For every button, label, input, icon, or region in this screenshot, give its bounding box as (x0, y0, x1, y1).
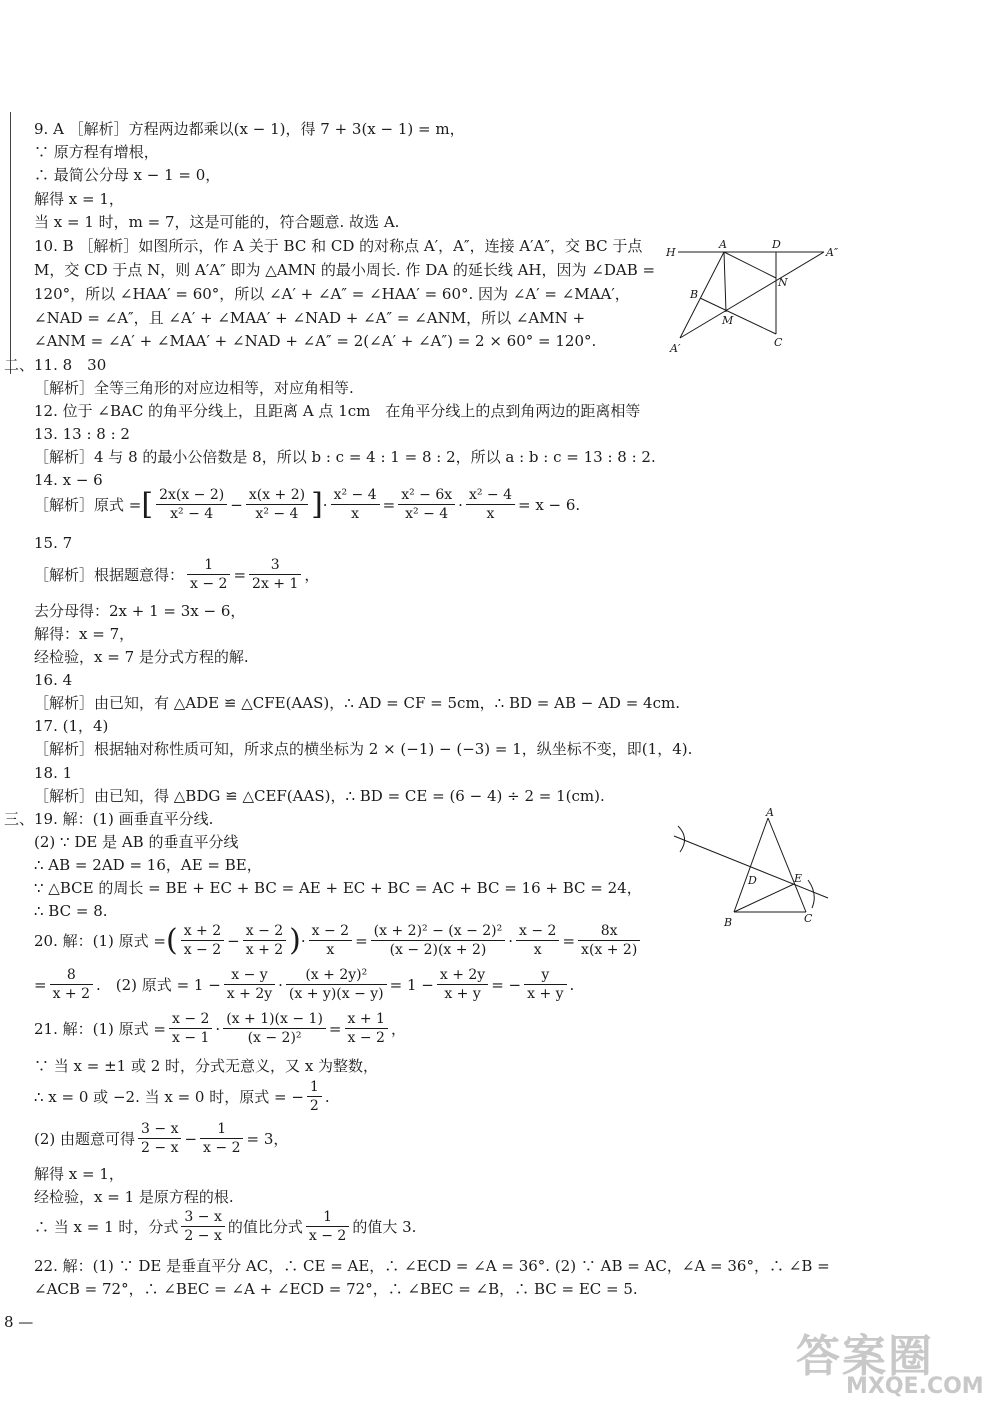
q14-f5-den: x (486, 506, 495, 522)
q14-formula (34, 486, 580, 523)
q14-frac-1 (156, 486, 227, 523)
q21-k1b-den: 2 − x (184, 1228, 222, 1244)
q13-line-2: ［解析］4 与 8 的最小公倍数是 8，所以 b : c = 4 : 1 = 8 : 2，所以 a : b : c = 13 : 8 : 2. (34, 448, 656, 466)
q21-k1b-num: 3 − x (181, 1208, 224, 1227)
q20-frac-g3 (286, 966, 387, 1003)
q22-line-2: ∠ACB = 72°，∴ ∠BEC = ∠A + ∠ECD = 72°，∴ ∠BEC = ∠B，∴ BC = EC = 5. (34, 1280, 638, 1298)
q20-minus: − (227, 931, 240, 950)
q15-eq: = (233, 565, 247, 584)
q20-f6-den: x(x + 2) (581, 942, 638, 958)
q21-pre: 21. 解：(1) 原式 = (34, 1020, 166, 1038)
q11-line-2: ［解析］全等三角形的对应边相等，对应角相等. (34, 379, 354, 397)
q21-f3-den: x − 2 (347, 1030, 385, 1046)
q9-line-4: 解得 x = 1， (34, 190, 124, 208)
q20-f3-num: x − 2 (309, 922, 352, 941)
q21-k2-num: 1 (200, 1120, 243, 1139)
fig19-label-e: E (794, 872, 803, 885)
q20-l2-dot: · (278, 975, 283, 994)
fig10-label-n: N (778, 276, 788, 289)
q21-h1-num: 1 (307, 1078, 322, 1097)
q19-line-2: (2) ∵ DE 是 AB 的垂直平分线 (34, 833, 239, 851)
q10-line-1: 10. B ［解析］如图所示，作 A 关于 BC 和 CD 的对称点 A′，A″，连接 A′A″，交 BC 于点 (34, 237, 643, 255)
fig10-line-a-m (724, 252, 726, 312)
q15-formula (34, 556, 319, 593)
q14-dot-1: · (322, 495, 328, 514)
q14-f5-num: x² − 4 (466, 486, 515, 505)
q15-line-2: 解得：x = 7， (34, 625, 135, 643)
q9-line-5: 当 x = 1 时，m = 7，这是可能的，符合题意. 故选 A. (34, 213, 400, 231)
q20-formula-2 (34, 966, 574, 1003)
q13-line-1: 13. 13 : 8 : 2 (34, 425, 130, 443)
fig19-label-a: A (766, 806, 774, 819)
q14-eq: = (382, 495, 396, 514)
q20-frac-g4 (437, 966, 488, 1003)
q14-frac-4 (398, 486, 455, 523)
q14-f3-den: x (351, 506, 360, 522)
q21-f2-num: (x + 1)(x − 1) (223, 1010, 326, 1029)
q20-formula-1 (34, 922, 643, 959)
q15-tail: ， (304, 566, 320, 584)
q21-f1-den: x − 1 (171, 1030, 210, 1046)
q19-line-1: 19. 解：(1) 画垂直平分线. (34, 810, 214, 828)
q14-pre: ［解析］原式 = (34, 496, 142, 514)
q20-g4-num: x + 2y (437, 966, 488, 985)
fig19-arc-2 (808, 880, 814, 908)
q20-l2-eq: = (34, 975, 47, 994)
q15-frac-1 (187, 556, 230, 593)
q20-f5-den: x (533, 942, 542, 958)
q21-line-5: 解得 x = 1， (34, 1165, 124, 1183)
q21-line-6: 经检验，x = 1 是原方程的根. (34, 1188, 234, 1206)
q20-l2-eq2: = 1 − (389, 975, 434, 994)
q21-frac-h1 (307, 1078, 322, 1115)
q21-frac-2 (223, 1010, 326, 1047)
q15-line-3: 经检验，x = 7 是分式方程的解. (34, 648, 249, 666)
q14-tail: = x − 6. (517, 495, 581, 514)
q21-h1-den: 2 (309, 1098, 319, 1114)
fig10-label-a2: A″ (826, 246, 839, 259)
q21-k2b-den: x − 2 (308, 1228, 347, 1244)
q14-f2-num: x(x + 2) (246, 486, 308, 505)
q20-frac-1 (181, 922, 224, 959)
section-2-marker: 二、 (4, 356, 35, 374)
q20-g2-num: x − y (224, 966, 275, 985)
q21-dot: · (215, 1019, 221, 1038)
fig10-label-a1: A′ (670, 342, 681, 355)
q21-formula-7 (34, 1208, 416, 1245)
fig19-side-ac (768, 818, 806, 912)
q20-frac-g5 (524, 966, 566, 1003)
q21-f1-num: x − 2 (169, 1010, 212, 1029)
q21-k1-den: 2 − x (141, 1140, 179, 1156)
q14-f1-num: 2x(x − 2) (156, 486, 227, 505)
q20-g3-num: (x + 2y)² (286, 966, 387, 985)
q20-frac-g1 (50, 966, 93, 1003)
q10-line-2: M，交 CD 于点 N，则 A′A″ 即为 △AMN 的最小周长. 作 DA 的延长线 AH，因为 ∠DAB = (34, 261, 656, 279)
q14-frac-3 (331, 486, 380, 523)
q20-left-paren: ( (165, 922, 178, 958)
q20-f5-num: x − 2 (516, 922, 559, 941)
q21-frac-k2-b (306, 1208, 349, 1245)
q20-frac-6 (578, 922, 640, 959)
q21-line7-pre: ∴ 当 x = 1 时，分式 (34, 1218, 179, 1236)
q21-comma: ， (390, 1020, 406, 1038)
q20-dot-1: · (300, 931, 306, 950)
fig10-line-a-n (724, 252, 776, 278)
q20-f2-num: x − 2 (243, 922, 286, 941)
q20-f4-den: (x − 2)(x + 2) (389, 942, 487, 958)
q20-g5-num: y (524, 966, 566, 985)
q20-g1-num: 8 (50, 966, 93, 985)
q20-f4-num: (x + 2)² − (x − 2)² (371, 922, 506, 941)
q9-line-3: ∴ 最简公分母 x − 1 = 0， (34, 166, 221, 184)
q14-f2-den: x² − 4 (255, 506, 299, 522)
q21-k2-den: x − 2 (203, 1140, 241, 1156)
q10-figure (664, 238, 844, 362)
q21-frac-k2 (200, 1120, 243, 1157)
q20-f1-num: x + 2 (181, 922, 224, 941)
watermark-url: MXQE.COM (846, 1374, 984, 1399)
q22-line-1: 22. 解：(1) ∵ DE 是垂直平分 AC，∴ CE = AE，∴ ∠ECD = ∠A = 36°. (2) ∵ AB = AC，∠A = 36°，∴ ∠B = (34, 1257, 830, 1275)
fig19-side-ab (734, 818, 768, 912)
q20-right-paren: ) (289, 922, 301, 958)
q15-f1-num: 1 (187, 556, 230, 575)
q20-frac-4 (371, 922, 506, 959)
fig19-label-d: D (748, 874, 757, 887)
q14-f3-num: x² − 4 (331, 486, 380, 505)
q20-f1-den: x − 2 (183, 942, 222, 958)
q14-frac-5 (466, 486, 515, 523)
q20-frac-3 (309, 922, 352, 959)
q20-g1-den: x + 2 (52, 986, 91, 1002)
q15-f2-num: 3 (249, 556, 301, 575)
q11-line-1: 11. 8 30 (34, 356, 107, 374)
q21-frac-k1-b (181, 1208, 224, 1245)
q21-line4-pre: (2) 由题意可得 (34, 1130, 136, 1148)
q16-line-1: 16. 4 (34, 671, 73, 689)
q19-figure (668, 808, 840, 932)
watermark-logo-text: 答案圈 (796, 1331, 934, 1382)
q14-left-bracket: [ (141, 486, 154, 522)
q14-frac-2 (246, 486, 308, 523)
q20-l2-mid: . (2) 原式 = 1 − (96, 976, 221, 994)
q10-line-3: 120°，所以 ∠HAA′ = 60°，所以 ∠A′ + ∠A″ = ∠HAA′ = 60°. 因为 ∠A′ = ∠MAA′， (34, 285, 630, 303)
fig10-label-m: M (722, 314, 734, 327)
fig10-label-d: D (772, 238, 781, 251)
q20-f2-den: x + 2 (245, 942, 284, 958)
fig10-label-b: B (690, 288, 699, 301)
fig19-label-b: B (724, 916, 733, 929)
q18-line-1: 18. 1 (34, 764, 73, 782)
q16-line-2: ［解析］由已知，有 △ADE ≌ △CFE(AAS)，∴ AD = CF = 5cm，∴ BD = AB − AD = 4cm. (34, 694, 680, 712)
q21-k2b-num: 1 (306, 1208, 349, 1227)
q19-line-4: ∵ △BCE 的周长 = BE + EC + BC = AE + EC + BC = AC + BC = 16 + BC = 24， (34, 879, 642, 897)
q15-line-1: 去分母得：2x + 1 = 3x − 6， (34, 602, 246, 620)
q21-k1-num: 3 − x (138, 1120, 181, 1139)
section-3-marker: 三、 (4, 810, 35, 828)
q14-dot-2: · (458, 495, 463, 514)
q15-f1-den: x − 2 (190, 576, 228, 592)
watermark (776, 1318, 986, 1404)
q21-line4-minus: − (184, 1129, 198, 1148)
q15-head: 15. 7 (34, 534, 73, 552)
q15-frac-2 (249, 556, 301, 593)
q18-line-2: ［解析］由已知，得 △BDG ≌ △CEF(AAS)，∴ BD = CE = (6 − 4) ÷ 2 = 1(cm). (34, 787, 605, 805)
q20-dot-2: · (508, 931, 514, 950)
q21-formula-4 (34, 1120, 288, 1157)
q20-f6-num: 8x (578, 922, 640, 941)
fig10-label-a: A (719, 238, 727, 251)
q15-pre: ［解析］根据题意得： (34, 566, 185, 584)
q21-line7-mid: 的值比分式 (227, 1218, 303, 1236)
q17-line-1: 17. (1，4) (34, 717, 109, 735)
q19-line-3: ∴ AB = 2AD = 16，AE = BE， (34, 856, 262, 874)
q15-f2-den: 2x + 1 (252, 576, 299, 592)
q20-frac-2 (243, 922, 286, 959)
q21-eq: = (328, 1019, 342, 1038)
q14-head: 14. x − 6 (34, 471, 103, 489)
q14-minus: − (230, 495, 243, 514)
fig19-label-c: C (804, 912, 813, 925)
q20-g5-den: x + y (527, 986, 564, 1002)
q21-formula-3 (34, 1078, 330, 1115)
q21-frac-3 (345, 1010, 388, 1047)
margin-rule (10, 112, 11, 374)
q12-line: 12. 位于 ∠BAC 的角平分线上，且距离 A 点 1cm 在角平分线上的点到角两边的距离相等 (34, 402, 641, 420)
q17-line-2: ［解析］根据轴对称性质可知，所求点的横坐标为 2 × (−1) − (−3) = 1，纵坐标不变，即(1，4). (34, 740, 693, 758)
q21-line3-end: . (324, 1087, 330, 1106)
q20-eq-1: = (355, 931, 368, 950)
q9-line-1: 9. A ［解析］方程两边都乘以(x − 1)，得 7 + 3(x − 1) = m， (34, 120, 465, 138)
fig19-bisector (674, 836, 828, 898)
q19-line-5: ∴ BC = 8. (34, 902, 108, 920)
q21-line3-pre: ∴ x = 0 或 −2. 当 x = 0 时，原式 = − (34, 1088, 304, 1106)
q20-g2-den: x + 2y (226, 986, 273, 1002)
q21-frac-k1 (138, 1120, 181, 1157)
q21-line-2: ∵ 当 x = ±1 或 2 时，分式无意义，又 x 为整数， (34, 1057, 379, 1075)
q20-l2-eq3: = − (491, 975, 522, 994)
q9-line-2: ∵ 原方程有增根， (34, 143, 159, 161)
q14-f1-den: x² − 4 (170, 506, 214, 522)
fig10-label-h: H (666, 246, 676, 259)
q21-f2-den: (x − 2)² (247, 1030, 302, 1046)
q20-g4-den: x + y (444, 986, 481, 1002)
q20-frac-5 (516, 922, 559, 959)
q20-pre: 20. 解：(1) 原式 = (34, 932, 166, 950)
q21-f3-num: x + 1 (345, 1010, 388, 1029)
q14-right-bracket: ] (311, 486, 323, 522)
q20-g3-den: (x + y)(x − y) (288, 986, 384, 1002)
q10-line-5: ∠ANM = ∠A′ + ∠MAA′ + ∠NAD + ∠A″ = 2(∠A′ + ∠A″) = 2 × 60° = 120°. (34, 332, 597, 350)
page-number: 8 — (4, 1313, 34, 1331)
q20-f3-den: x (326, 942, 335, 958)
q14-f4-den: x² − 4 (405, 506, 449, 522)
q21-frac-1 (169, 1010, 212, 1047)
q21-line4-tail: = 3， (246, 1130, 289, 1148)
q21-line7-tail: 的值大 3. (352, 1218, 417, 1236)
q20-frac-g2 (224, 966, 275, 1003)
q21-formula-1 (34, 1010, 406, 1047)
fig10-label-c: C (774, 336, 783, 349)
q20-eq-2: = (562, 931, 576, 950)
q14-f4-num: x² − 6x (398, 486, 455, 505)
q10-line-4: ∠NAD = ∠A″，且 ∠A′ + ∠MAA′ + ∠NAD + ∠A″ = ∠ANM，所以 ∠AMN + (34, 309, 586, 327)
q20-end: . (569, 975, 575, 994)
